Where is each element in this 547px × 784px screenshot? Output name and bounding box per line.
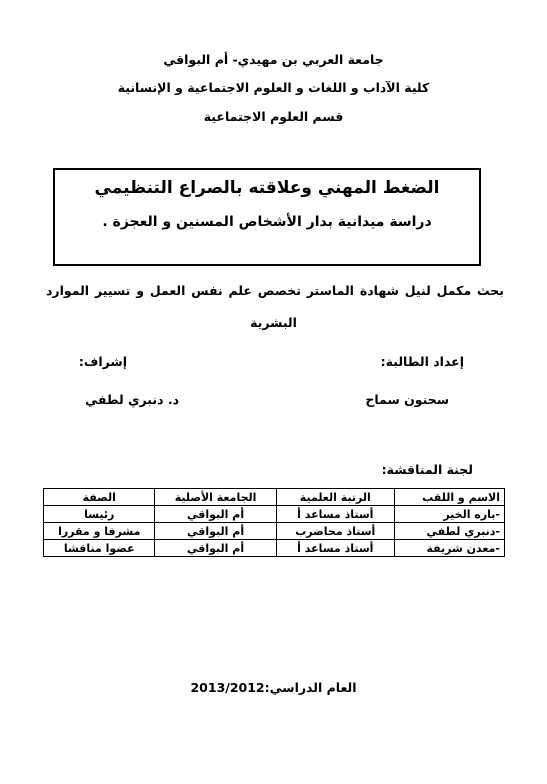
cell-rank: أستاذ مساعد أ xyxy=(276,506,394,523)
academic-year: العام الدراسي:2013/2012 xyxy=(190,680,357,695)
student-name: سحنون سماح xyxy=(365,392,449,407)
header-role: الصفة xyxy=(44,489,155,506)
cell-role: عضوا مناقشا xyxy=(44,540,155,557)
table-row xyxy=(44,506,505,523)
department-name: قسم العلوم الاجتماعية xyxy=(203,109,344,124)
header-university: الجامعة الأصلية xyxy=(155,489,276,506)
cell-university: أم البواقي xyxy=(155,523,276,540)
cell-role: رئيسا xyxy=(44,506,155,523)
supervised-by-label: إشراف: xyxy=(78,354,127,369)
cell-role: مشرفا و مقررا xyxy=(44,523,155,540)
committee-table xyxy=(43,488,505,557)
university-name: جامعة العربي بن مهيدي- أم البواقي xyxy=(163,52,384,67)
faculty-name: كلية الآداب و اللغات و العلوم الاجتماعية و الإنسانية xyxy=(117,80,430,95)
cell-name: -دنبري لطفي xyxy=(394,523,504,540)
header-name: الاسم و اللقب xyxy=(394,489,504,506)
cell-university: أم البواقي xyxy=(155,506,276,523)
header-rank: الرتبة العلمية xyxy=(276,489,394,506)
research-description-cont: البشرية xyxy=(250,315,297,330)
table-row xyxy=(44,523,505,540)
thesis-subtitle: دراسة ميدانية بدار الأشخاص المسنين و العجزة . xyxy=(102,214,432,230)
table-header-row xyxy=(44,489,505,506)
supervisor-name: د. دنبري لطفي xyxy=(85,392,179,407)
title-box xyxy=(53,168,481,266)
cell-name: -معدن شريفة xyxy=(394,540,504,557)
thesis-title: الضغط المهني وعلاقته بالصراع التنظيمي xyxy=(94,178,440,198)
cell-university: أم البواقي xyxy=(155,540,276,557)
cell-rank: أستاذ محاضرب xyxy=(276,523,394,540)
cell-rank: أستاذ مساعد أ xyxy=(276,540,394,557)
committee-label: لجنة المناقشة: xyxy=(381,462,473,477)
table-row xyxy=(44,540,505,557)
cell-name: -باره الخير xyxy=(394,506,504,523)
prepared-by-label: إعداد الطالبة: xyxy=(380,354,464,369)
research-description: بحث مكمل لنيل شهادة الماستر تخصص علم نفس العمل و تسيير الموارد xyxy=(46,283,504,298)
